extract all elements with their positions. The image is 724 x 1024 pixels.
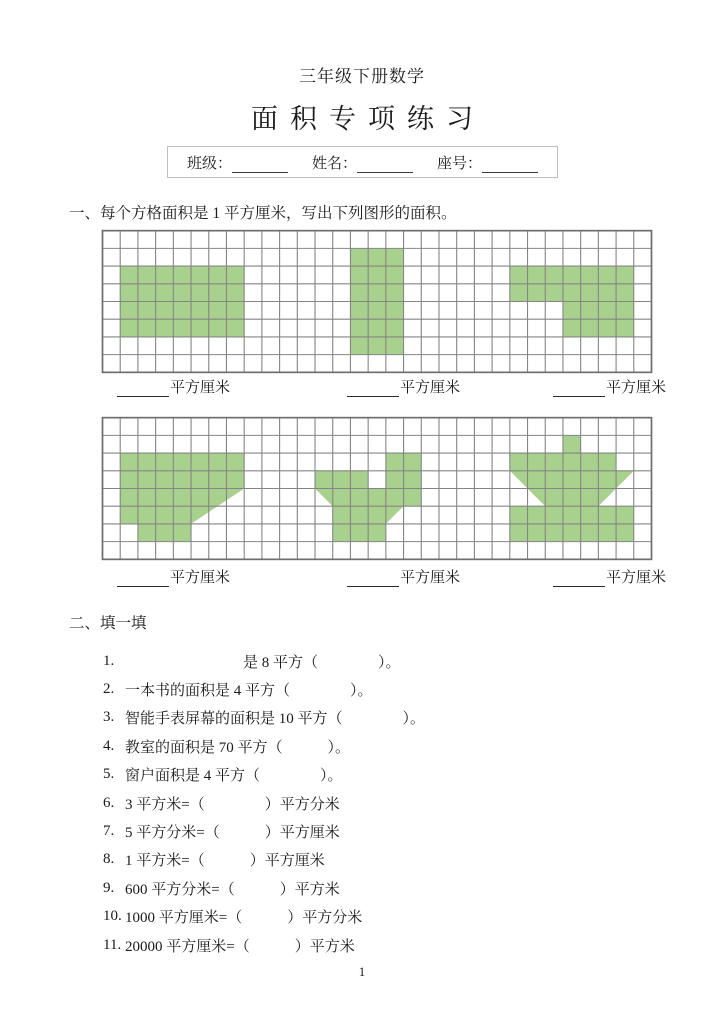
answer-label xyxy=(347,566,460,587)
fill-item-11 xyxy=(103,931,663,959)
seat-label: 座号： xyxy=(437,155,483,172)
item-number: 2. xyxy=(103,681,115,698)
section-one-heading: 一、每个方格面积是 1 平方厘米，写出下列图形的面积。 xyxy=(69,205,457,222)
item-text: 1 平方米=（ ）平方厘米 xyxy=(125,853,325,870)
unit-text: 平方厘米 xyxy=(606,570,667,586)
shape-crown-shape xyxy=(510,453,634,542)
fill-item-5 xyxy=(103,761,663,789)
fill-item-4 xyxy=(103,732,663,760)
item-number: 5. xyxy=(103,766,115,783)
answer-label xyxy=(117,376,230,397)
page-number: 1 xyxy=(358,964,366,979)
item-number: 9. xyxy=(103,879,115,896)
worksheet-title: 面积专项练习 xyxy=(251,104,485,134)
fill-item-10 xyxy=(103,903,663,931)
fill-item-1 xyxy=(103,647,663,675)
name-field xyxy=(312,152,413,173)
item-text: 窗户面积是 4 平方（ ）。 xyxy=(125,768,343,785)
fill-item-8 xyxy=(103,846,663,874)
item-text: 一本书的面积是 4 平方（ ）。 xyxy=(125,683,373,700)
fill-item-2 xyxy=(103,675,663,703)
fill-item-6 xyxy=(103,789,663,817)
item-text: 600 平方分米=（ ）平方米 xyxy=(125,881,340,898)
student-info-box xyxy=(167,146,558,178)
fill-item-9 xyxy=(103,874,663,902)
answer-blank-line xyxy=(553,571,605,587)
unit-text: 平方厘米 xyxy=(170,570,231,586)
item-text: 教室的面积是 70 平方（ ）。 xyxy=(125,739,351,756)
item-number: 11. xyxy=(103,936,122,953)
item-number: 1. xyxy=(103,652,115,669)
unit-text: 平方厘米 xyxy=(170,380,231,396)
item-number: 7. xyxy=(103,823,115,840)
answer-blank-line xyxy=(347,571,399,587)
name-label: 姓名： xyxy=(311,155,357,172)
item-number: 4. xyxy=(103,737,115,754)
item-text: 3 平方米=（ ）平方分米 xyxy=(125,796,340,813)
item-text: 20000 平方厘米=（ ）平方米 xyxy=(125,938,355,955)
seat-field xyxy=(437,152,538,173)
fill-in-items-list xyxy=(103,647,663,959)
unit-text: 平方厘米 xyxy=(606,380,667,396)
fill-item-7 xyxy=(103,817,663,845)
grid-svg xyxy=(101,229,653,374)
grid-figures-row-1 xyxy=(101,229,653,379)
fill-item-3 xyxy=(103,704,663,732)
class-field xyxy=(187,152,288,173)
name-blank-line xyxy=(357,157,413,173)
item-number: 10. xyxy=(103,908,122,925)
answer-label xyxy=(553,376,666,397)
item-text: 是 8 平方（ ）。 xyxy=(243,654,401,671)
item-number: 8. xyxy=(103,851,115,868)
grid-figures-row-2 xyxy=(101,416,653,566)
class-blank-line xyxy=(232,157,288,173)
answer-blank-line xyxy=(117,381,169,397)
item-text: 智能手表屏幕的面积是 10 平方（ ）。 xyxy=(125,711,426,728)
seat-blank-line xyxy=(482,157,538,173)
unit-text: 平方厘米 xyxy=(400,570,461,586)
answer-label xyxy=(347,376,460,397)
answer-blank-line xyxy=(347,381,399,397)
class-label: 班级： xyxy=(186,155,232,172)
answer-blank-line xyxy=(553,381,605,397)
shape-diagonal-cut-shape xyxy=(120,453,244,542)
grid-svg xyxy=(101,416,653,561)
item-number: 3. xyxy=(103,709,115,726)
unit-text: 平方厘米 xyxy=(400,380,461,396)
shape-crown-top-cell xyxy=(563,435,581,453)
answer-blank-line xyxy=(117,571,169,587)
section-two-heading: 二、填一填 xyxy=(69,615,147,632)
worksheet-subtitle: 三年级下册数学 xyxy=(299,67,425,86)
answer-label xyxy=(553,566,666,587)
item-text: 5 平方分米=（ ）平方厘米 xyxy=(125,825,340,842)
answer-label xyxy=(117,566,230,587)
item-number: 6. xyxy=(103,794,115,811)
item-text: 1000 平方厘米=（ ）平方分米 xyxy=(125,910,363,927)
